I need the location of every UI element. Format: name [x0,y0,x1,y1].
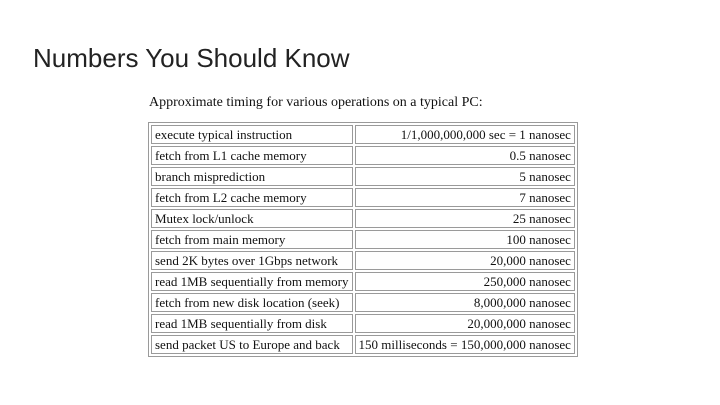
operation-cell: read 1MB sequentially from memory [151,272,353,291]
table-caption: Approximate timing for various operations on a typical PC: [149,95,483,110]
time-cell: 0.5 nanosec [355,146,575,165]
table-row [151,293,575,312]
time-cell: 150 milliseconds = 150,000,000 nanosec [355,335,575,354]
time-cell: 100 nanosec [355,230,575,249]
time-cell: 5 nanosec [355,167,575,186]
operation-cell: send packet US to Europe and back [151,335,353,354]
table-row [151,125,575,144]
time-cell: 250,000 nanosec [355,272,575,291]
time-cell: 20,000,000 nanosec [355,314,575,333]
operation-cell: read 1MB sequentially from disk [151,314,353,333]
table-row [151,146,575,165]
table-row [151,272,575,291]
operation-cell: Mutex lock/unlock [151,209,353,228]
time-cell: 1/1,000,000,000 sec = 1 nanosec [355,125,575,144]
table-row [151,314,575,333]
time-cell: 25 nanosec [355,209,575,228]
table-row [151,251,575,270]
operation-cell: fetch from new disk location (seek) [151,293,353,312]
time-cell: 7 nanosec [355,188,575,207]
table-row [151,167,575,186]
operation-cell: fetch from main memory [151,230,353,249]
table-row [151,209,575,228]
table-row [151,335,575,354]
operation-cell: fetch from L2 cache memory [151,188,353,207]
operation-cell: branch misprediction [151,167,353,186]
table-row [151,230,575,249]
time-cell: 8,000,000 nanosec [355,293,575,312]
operation-cell: fetch from L1 cache memory [151,146,353,165]
table-row [151,188,575,207]
operation-cell: send 2K bytes over 1Gbps network [151,251,353,270]
timing-figure [148,95,571,357]
time-cell: 20,000 nanosec [355,251,575,270]
operation-cell: execute typical instruction [151,125,353,144]
slide-title: Numbers You Should Know [33,43,350,73]
timing-table [148,122,578,357]
